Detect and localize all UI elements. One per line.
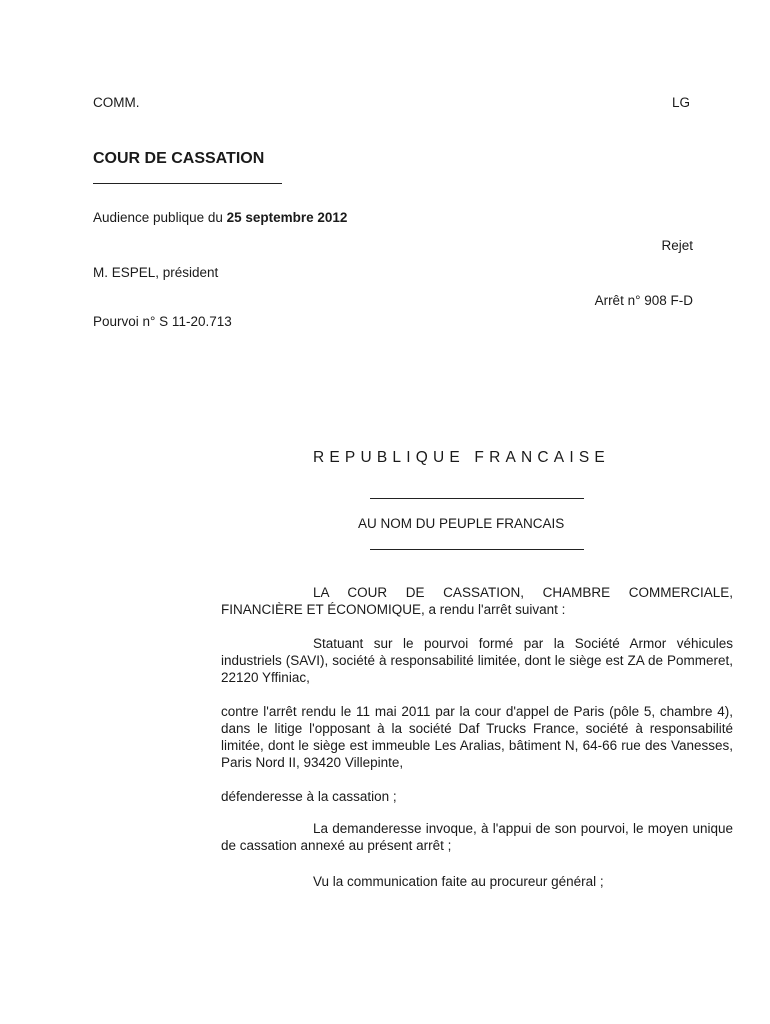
republique-heading: REPUBLIQUE FRANCAISE [313,449,610,466]
pourvoi-number: Pourvoi n° S 11-20.713 [93,314,232,329]
rule-upper [370,498,584,499]
header-right: LG [672,95,691,110]
paragraph-defenderesse: défenderesse à la cassation ; [221,789,397,804]
rule-lower [370,549,584,550]
paragraph-intro: LA COUR DE CASSATION, CHAMBRE COMMERCIALE, FINANCIÈRE ET ÉCONOMIQUE, a rendu l'arrêt suivant : [221,585,733,617]
decision: Rejet [661,238,693,253]
hearing-date: 25 septembre 2012 [226,210,348,225]
president: M. ESPEL, président [93,265,219,280]
paragraph-contre: contre l'arrêt rendu le 11 mai 2011 par la cour d'appel de Paris (pôle 5, chambre 4), dans le litige l'opposant à la société Daf Trucks France, société à responsabilité limitée, dont le siège est immeuble Les Aralias, bâtiment N, 64-66 rue des Vanesses, Paris Nord II, 93420 Villepinte, [221,704,733,770]
title-underline [93,183,282,184]
arret-number: Arrêt n° 908 F-D [594,293,693,308]
paragraph-pourvoi: Statuant sur le pourvoi formé par la Société Armor véhicules industriels (SAVI), société à responsabilité limitée, dont le siège est ZA de Pommeret, 22120 Yffiniac, [221,636,733,685]
au-nom-heading: AU NOM DU PEUPLE FRANCAIS [358,516,565,531]
paragraph-communication: Vu la communication faite au procureur général ; [313,874,604,889]
header-left: COMM. [93,95,140,110]
paragraph-moyen: La demanderesse invoque, à l'appui de son pourvoi, le moyen unique de cassation annexé au présent arrêt ; [221,821,733,853]
hearing-prefix: Audience publique du [93,210,227,225]
hearing-line [93,210,347,225]
court-title: COUR DE CASSATION [93,150,265,167]
